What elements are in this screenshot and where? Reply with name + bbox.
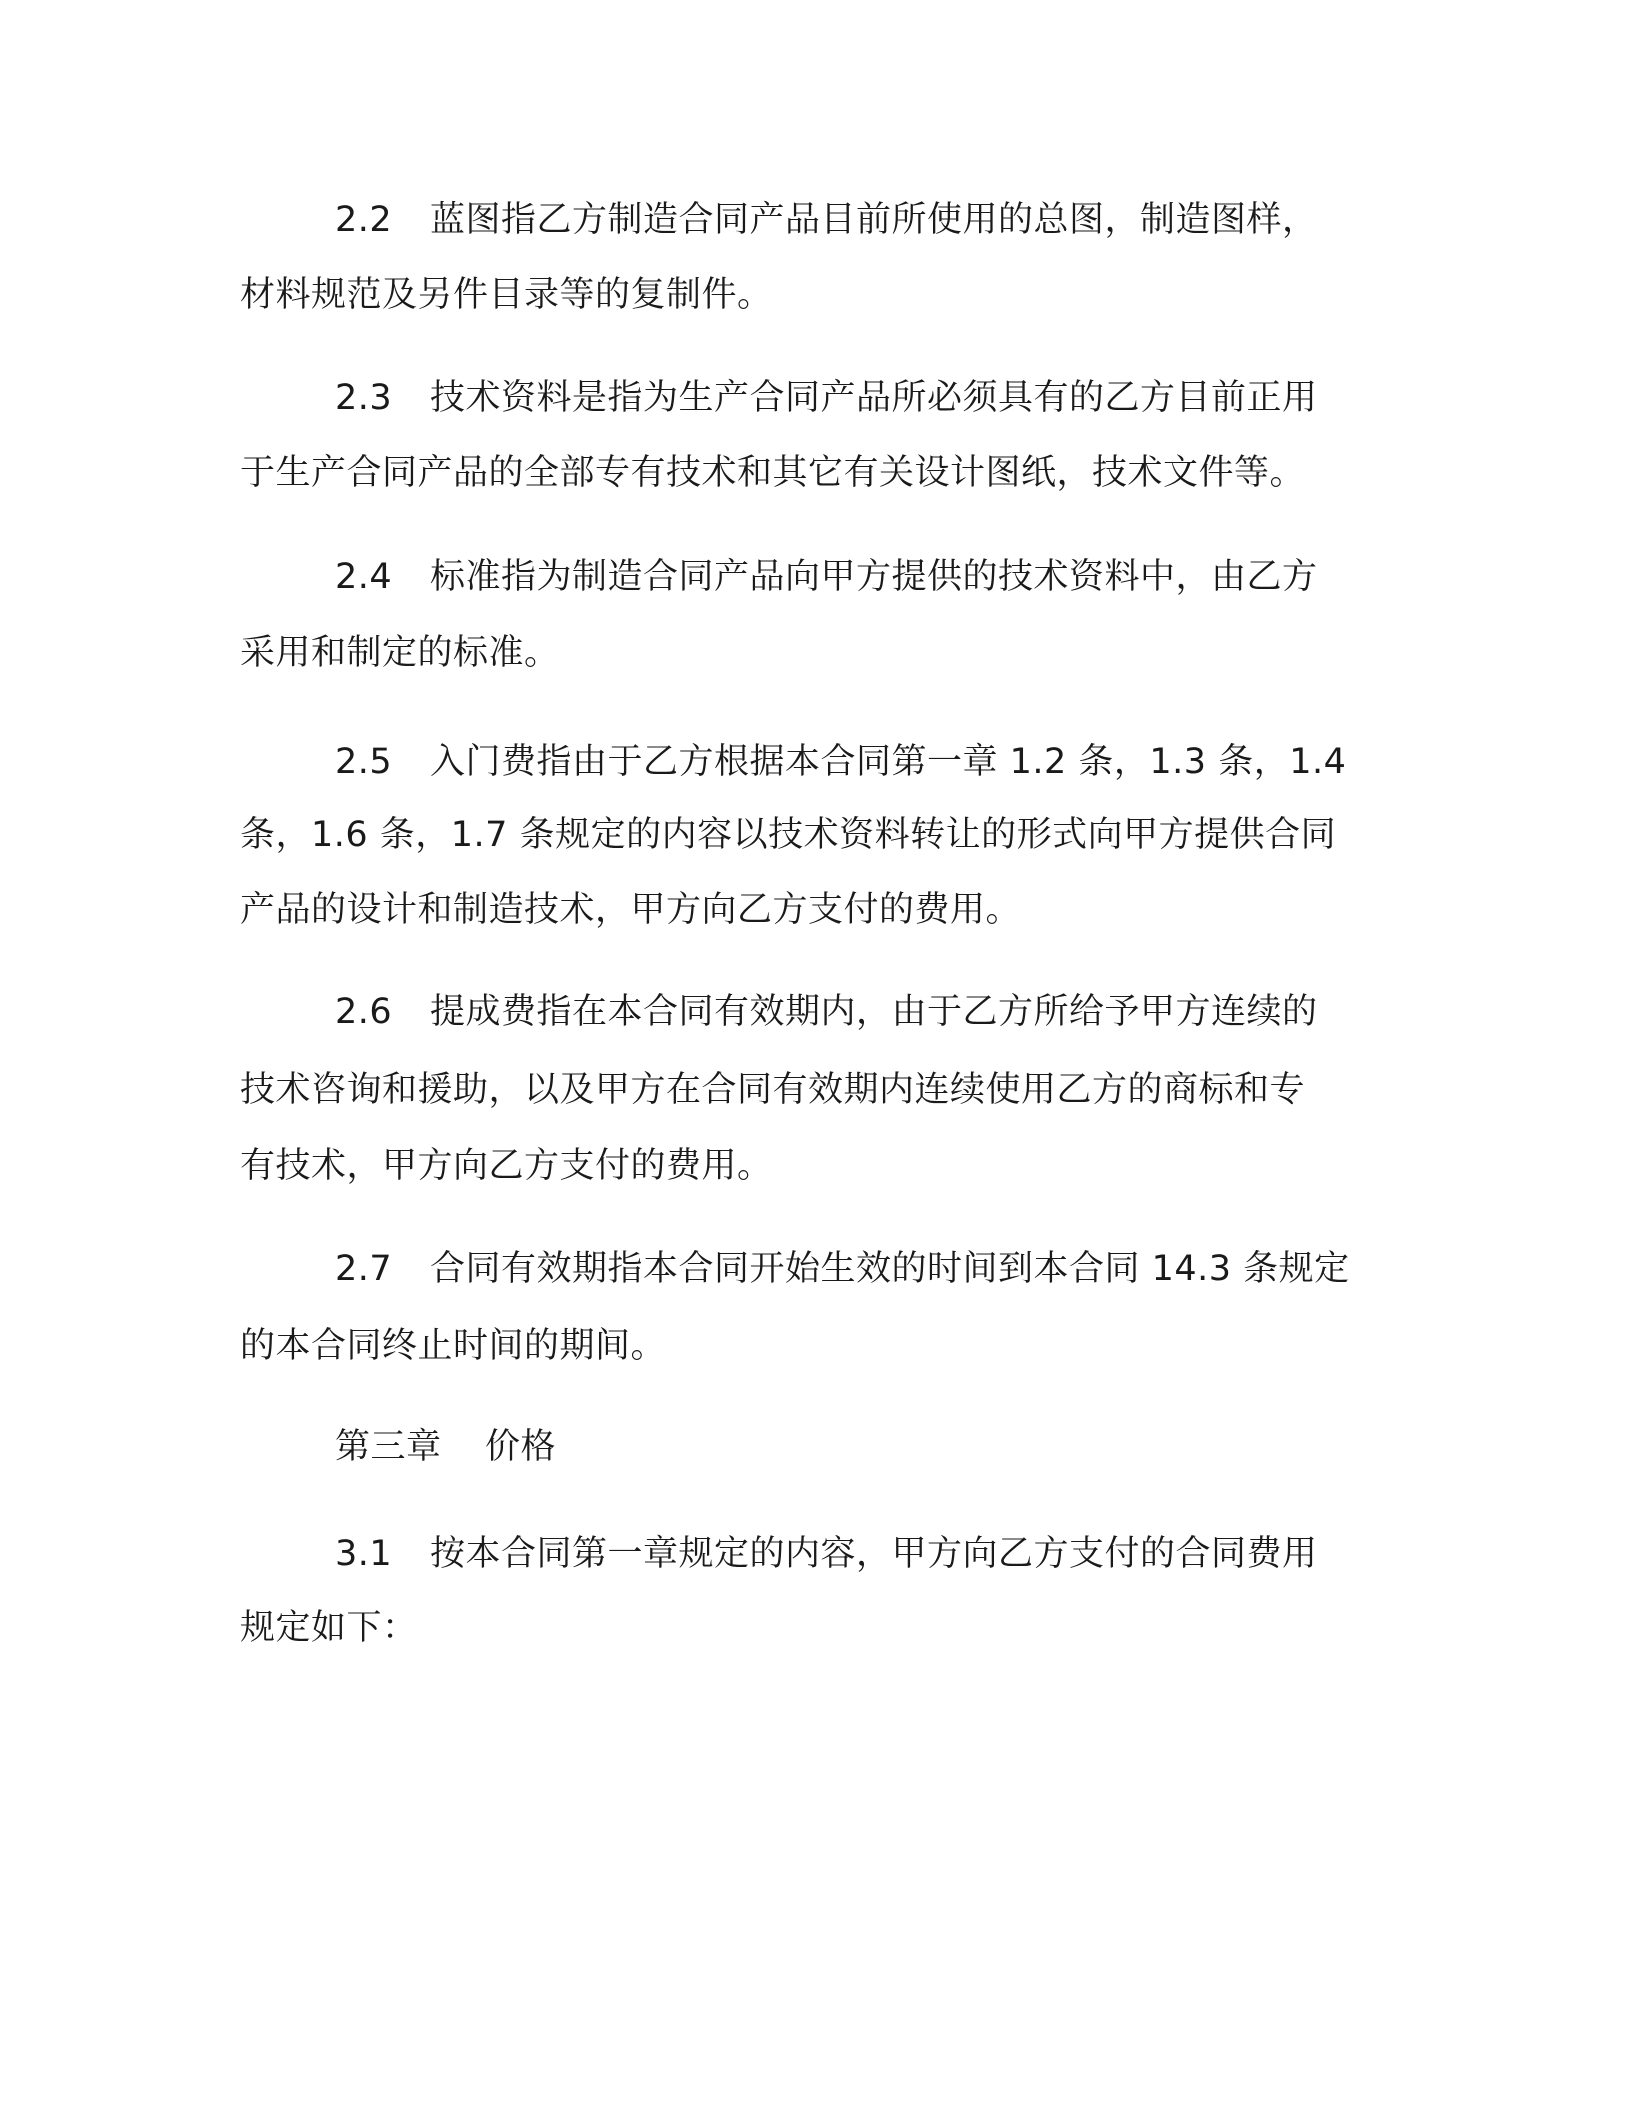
paragraph-2-7-line-1 (335, 1245, 1350, 1293)
paragraph-3-1-line-1 (335, 1530, 1318, 1578)
clause-text: 入门费指由于乙方根据本合同第一章 1.2 条，1.3 条，1.4 (430, 742, 1347, 782)
paragraph-2-5-line-2: 条，1.6 条，1.7 条规定的内容以技术资料转让的形式向甲方提供合同 (240, 815, 1337, 855)
paragraph-2-4-line-2: 采用和制定的标准。 (240, 633, 560, 673)
clause-text: 蓝图指乙方制造合同产品目前所使用的总图，制造图样， (430, 200, 1318, 240)
clause-text: 按本合同第一章规定的内容，甲方向乙方支付的合同费用 (430, 1534, 1318, 1574)
paragraph-3-1-line-2: 规定如下： (240, 1608, 418, 1648)
clause-text: 提成费指在本合同有效期内，由于乙方所给予甲方连续的 (430, 992, 1318, 1032)
clause-number: 3.1 (335, 1534, 393, 1574)
clause-text: 合同有效期指本合同开始生效的时间到本合同 14.3 条规定 (430, 1249, 1350, 1289)
paragraph-2-6-line-2: 技术咨询和援助，以及甲方在合同有效期内连续使用乙方的商标和专 (240, 1070, 1306, 1110)
clause-number: 2.5 (335, 742, 393, 782)
paragraph-2-5-line-3: 产品的设计和制造技术，甲方向乙方支付的费用。 (240, 890, 1022, 930)
clause-number: 2.7 (335, 1249, 393, 1289)
paragraph-2-6-line-3: 有技术，甲方向乙方支付的费用。 (240, 1146, 773, 1186)
paragraph-2-2-line-1 (335, 196, 1318, 244)
paragraph-2-2-line-2: 材料规范及另件目录等的复制件。 (240, 275, 773, 315)
paragraph-2-3-line-2: 于生产合同产品的全部专有技术和其它有关设计图纸，技术文件等。 (240, 453, 1306, 493)
clause-number: 2.2 (335, 200, 393, 240)
clause-number: 2.4 (335, 557, 393, 597)
clause-number: 2.6 (335, 992, 393, 1032)
paragraph-2-5-line-1 (335, 738, 1346, 786)
paragraph-2-4-line-1 (335, 553, 1318, 601)
chapter-title: 价格 (485, 1427, 557, 1467)
paragraph-2-6-line-1 (335, 988, 1318, 1036)
clause-text: 技术资料是指为生产合同产品所必须具有的乙方目前正用 (430, 378, 1318, 418)
clause-number: 2.3 (335, 378, 393, 418)
chapter-number: 第三章 (335, 1427, 442, 1467)
paragraph-2-7-line-2: 的本合同终止时间的期间。 (240, 1326, 667, 1366)
paragraph-2-3-line-1 (335, 374, 1318, 422)
chapter-heading (335, 1423, 556, 1471)
clause-text: 标准指为制造合同产品向甲方提供的技术资料中，由乙方 (430, 557, 1318, 597)
